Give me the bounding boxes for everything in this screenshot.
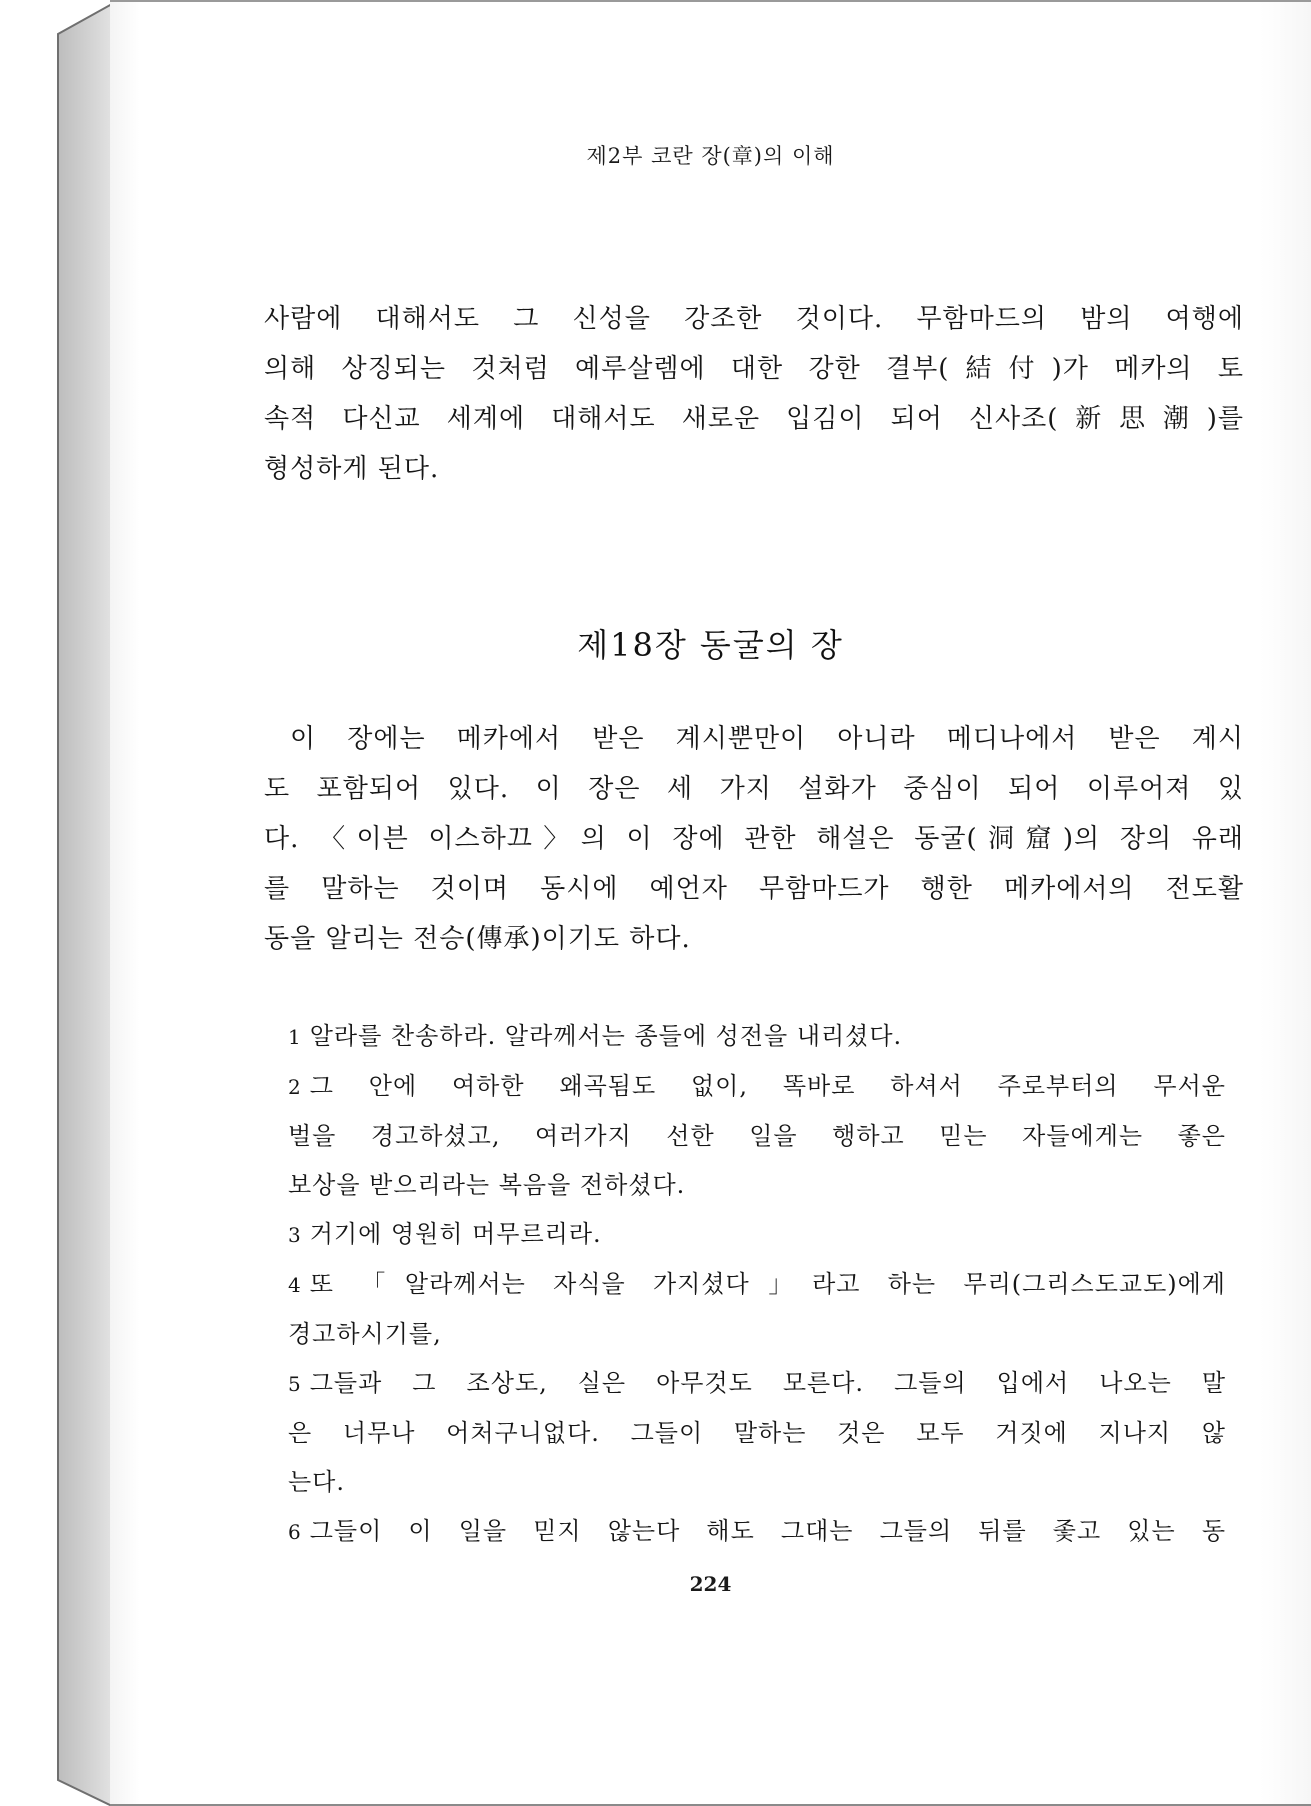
text-line: 다. 〈이븐 이스하끄〉의 이 장에 관한 해설은 동굴(洞窟)의 장의 유래 xyxy=(264,824,1244,854)
verse-text: 그 안에 여하한 왜곡됨도 없이, 똑바로 하셔서 주로부터의 무서운 xyxy=(309,1072,1226,1100)
verse-text: 그들과 그 조상도, 실은 아무것도 모른다. 그들의 입에서 나오는 말 xyxy=(309,1369,1226,1397)
verse-text: 그들이 이 일을 믿지 않는다 해도 그대는 그들의 뒤를 좇고 있는 동 xyxy=(309,1517,1226,1545)
text-line: 보상을 받으리라는 복음을 전하셨다. xyxy=(288,1171,686,1199)
chapter-title: 제18장 동굴의 장 xyxy=(577,626,844,664)
verse-number: 4 xyxy=(288,1273,302,1297)
text-line: 를 말하는 것이며 동시에 예언자 무함마드가 행한 메카에서의 전도활 xyxy=(264,874,1244,904)
page-sheet xyxy=(110,0,1311,1806)
page-number: 224 xyxy=(689,1572,732,1596)
text-line: 의해 상징되는 것처럼 예루살렘에 대한 강한 결부(結付)가 메카의 토 xyxy=(264,354,1244,384)
verse-item xyxy=(288,1210,1226,1260)
book-spine xyxy=(0,0,112,1806)
verse-item xyxy=(288,1359,1226,1507)
verse-item xyxy=(288,1260,1226,1359)
intro-paragraph xyxy=(264,294,1244,494)
verse-number: 3 xyxy=(288,1223,302,1247)
text-line: 도 포함되어 있다. 이 장은 세 가지 설화가 중심이 되어 이루어져 있 xyxy=(264,774,1244,804)
running-head: 제2부 코란 장(章)의 이해 xyxy=(586,144,835,168)
text-line: 경고하시기를, xyxy=(288,1320,442,1348)
text-line xyxy=(288,1260,1226,1310)
verse-number: 5 xyxy=(288,1372,302,1396)
text-line: 벌을 경고하셨고, 여러가지 선한 일을 행하고 믿는 자들에게는 좋은 xyxy=(288,1122,1226,1150)
text-line: 는다. xyxy=(288,1468,345,1496)
chapter-intro-paragraph xyxy=(264,714,1244,964)
text-line xyxy=(288,1507,1226,1557)
text-line xyxy=(288,1359,1226,1409)
text-line: 동을 알리는 전승(傳承)이기도 하다. xyxy=(264,924,691,954)
verse-item xyxy=(288,1507,1226,1557)
verse-number: 2 xyxy=(288,1075,302,1099)
text-line xyxy=(288,1012,1226,1062)
text-line xyxy=(288,1210,1226,1260)
text-line: 형성하게 된다. xyxy=(264,454,440,484)
verse-number: 6 xyxy=(288,1520,302,1544)
verse-text: 거기에 영원히 머무르리라. xyxy=(309,1220,602,1248)
verse-list xyxy=(288,1012,1226,1557)
verse-text: 알라를 찬송하라. 알라께서는 종들에 성전을 내리셨다. xyxy=(309,1022,903,1050)
verse-number: 1 xyxy=(288,1025,302,1049)
text-line: 은 너무나 어처구니없다. 그들이 말하는 것은 모두 거짓에 지나지 않 xyxy=(288,1419,1226,1447)
text-line: 이 장에는 메카에서 받은 계시뿐만이 아니라 메디나에서 받은 계시 xyxy=(290,724,1244,754)
text-line xyxy=(288,1062,1226,1112)
verse-item xyxy=(288,1062,1226,1210)
verse-item xyxy=(288,1012,1226,1062)
verse-text: 또 「알라께서는 자식을 가지셨다」라고 하는 무리(그리스도교도)에게 xyxy=(309,1270,1226,1298)
text-line: 사람에 대해서도 그 신성을 강조한 것이다. 무함마드의 밤의 여행에 xyxy=(264,304,1244,334)
text-line: 속적 다신교 세계에 대해서도 새로운 입김이 되어 신사조(新思潮)를 xyxy=(264,404,1244,434)
